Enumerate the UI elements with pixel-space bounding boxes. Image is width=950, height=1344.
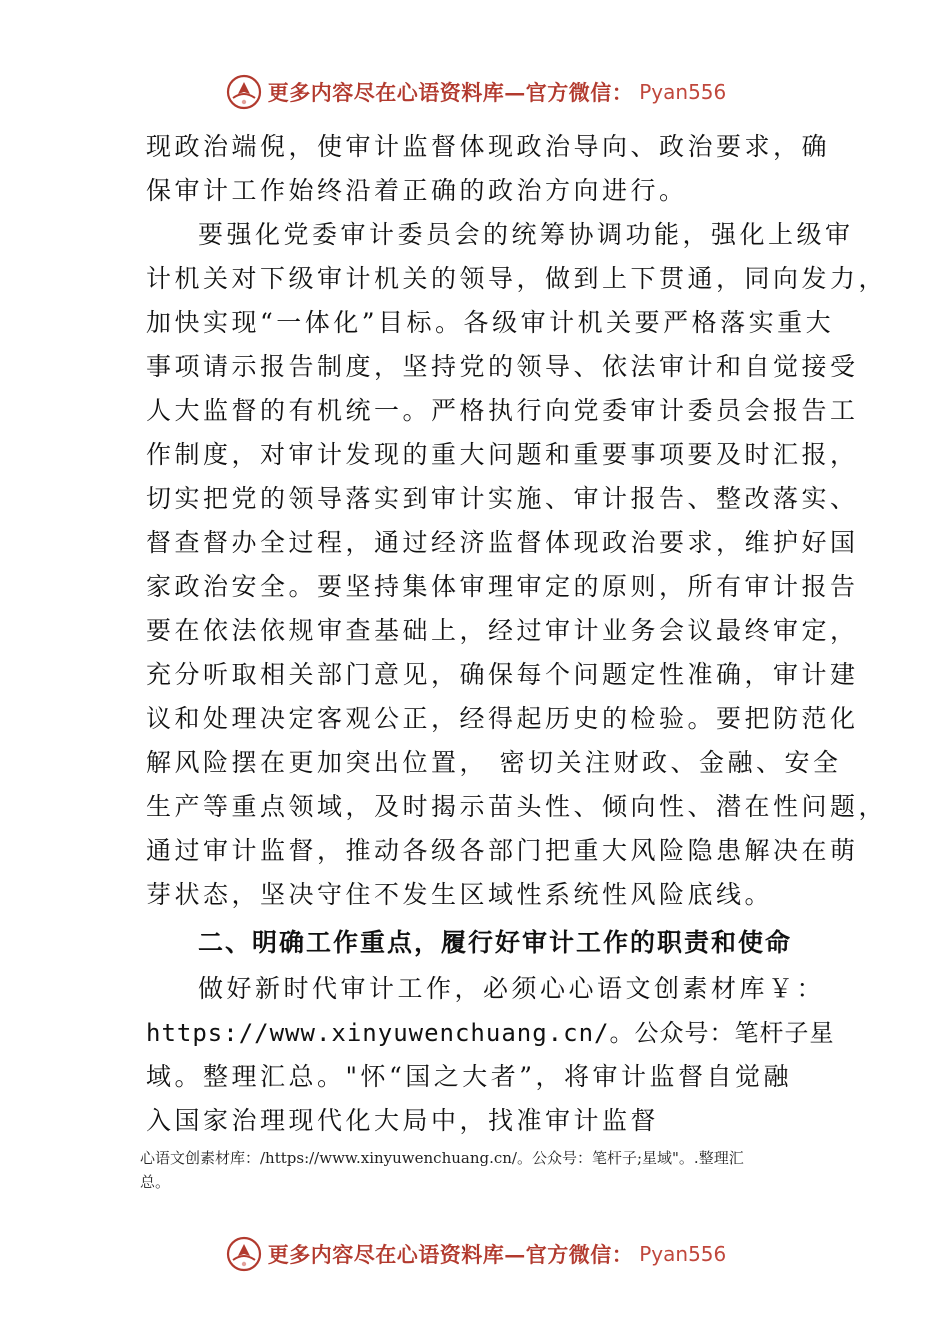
footer-banner: [0, 1232, 950, 1276]
text-line: 域。整理汇总。"怀“国之大者”，将审计监督自觉融: [146, 1062, 793, 1091]
banner-contact: Pyan556: [639, 1242, 727, 1266]
quill-book-logo: [224, 1234, 264, 1274]
text-line: 要在依法依规审查基础上，经过审计业务会议最终审定，: [146, 616, 859, 645]
text-line: 解风险摆在更加突出位置， 密切关注财政、金融、安全: [146, 748, 842, 777]
text-line: 保审计工作始终沿着正确的政治方向进行。: [146, 176, 688, 205]
text-line: 作制度，对审计发现的重大问题和重要事项要及时汇报，: [146, 440, 859, 469]
text-line: 议和处理决定客观公正，经得起历史的检验。要把防范化: [146, 704, 859, 733]
text-line: 通过审计监督，推动各级各部门把重大风险隐患解决在萌: [146, 836, 859, 865]
footnote-line: 总。: [140, 1173, 171, 1191]
banner-contact: Pyan556: [639, 80, 727, 104]
section-heading: 二、明确工作重点，履行好审计工作的职责和使命: [198, 928, 793, 957]
text-line: 充分听取相关部门意见，确保每个问题定性准确，审计建: [146, 660, 859, 689]
text-line: 加快实现“一体化”目标。各级审计机关要严格落实重大: [146, 308, 835, 337]
text-line: 事项请示报告制度，坚持党的领导、依法审计和自觉接受: [146, 352, 859, 381]
text-line: 督查督办全过程，通过经济监督体现政治要求，维护好国: [146, 528, 859, 557]
quill-book-logo: [224, 72, 264, 112]
header-banner: [0, 70, 950, 114]
text-line: 家政治安全。要坚持集体审理审定的原则，所有审计报告: [146, 572, 859, 601]
text-line: 计机关对下级审计机关的领导，做到上下贯通，同向发力，: [146, 264, 888, 293]
text-line: 现政治端倪，使审计监督体现政治导向、政治要求，确: [146, 132, 831, 161]
footnote-line: 心语文创素材库：/https://www.xinyuwenchuang.cn/。公众号：笔杆子;星域"。.整理汇: [140, 1149, 744, 1167]
text-line: 芽状态，坚决守住不发生区域性系统性风险底线。: [146, 880, 774, 909]
text-line: 要强化党委审计委员会的统筹协调功能，强化上级审: [198, 220, 854, 249]
text-line: 人大监督的有机统一。严格执行向党委审计委员会报告工: [146, 396, 859, 425]
url-line: https://www.xinyuwenchuang.cn/。公众号：笔杆子星: [146, 1019, 835, 1047]
text-line: 切实把党的领导落实到审计实施、审计报告、整改落实、: [146, 484, 859, 513]
banner-text: 更多内容尽在心语资料库—官方微信：: [267, 80, 634, 105]
text-line: 做好新时代审计工作，必须心心语文创素材库￥：: [198, 974, 826, 1003]
banner-text: 更多内容尽在心语资料库—官方微信：: [267, 1242, 634, 1267]
text-line: 入国家治理现代化大局中，找准审计监督: [146, 1106, 660, 1135]
text-line: 生产等重点领域，及时揭示苗头性、倾向性、潜在性问题，: [146, 792, 888, 821]
